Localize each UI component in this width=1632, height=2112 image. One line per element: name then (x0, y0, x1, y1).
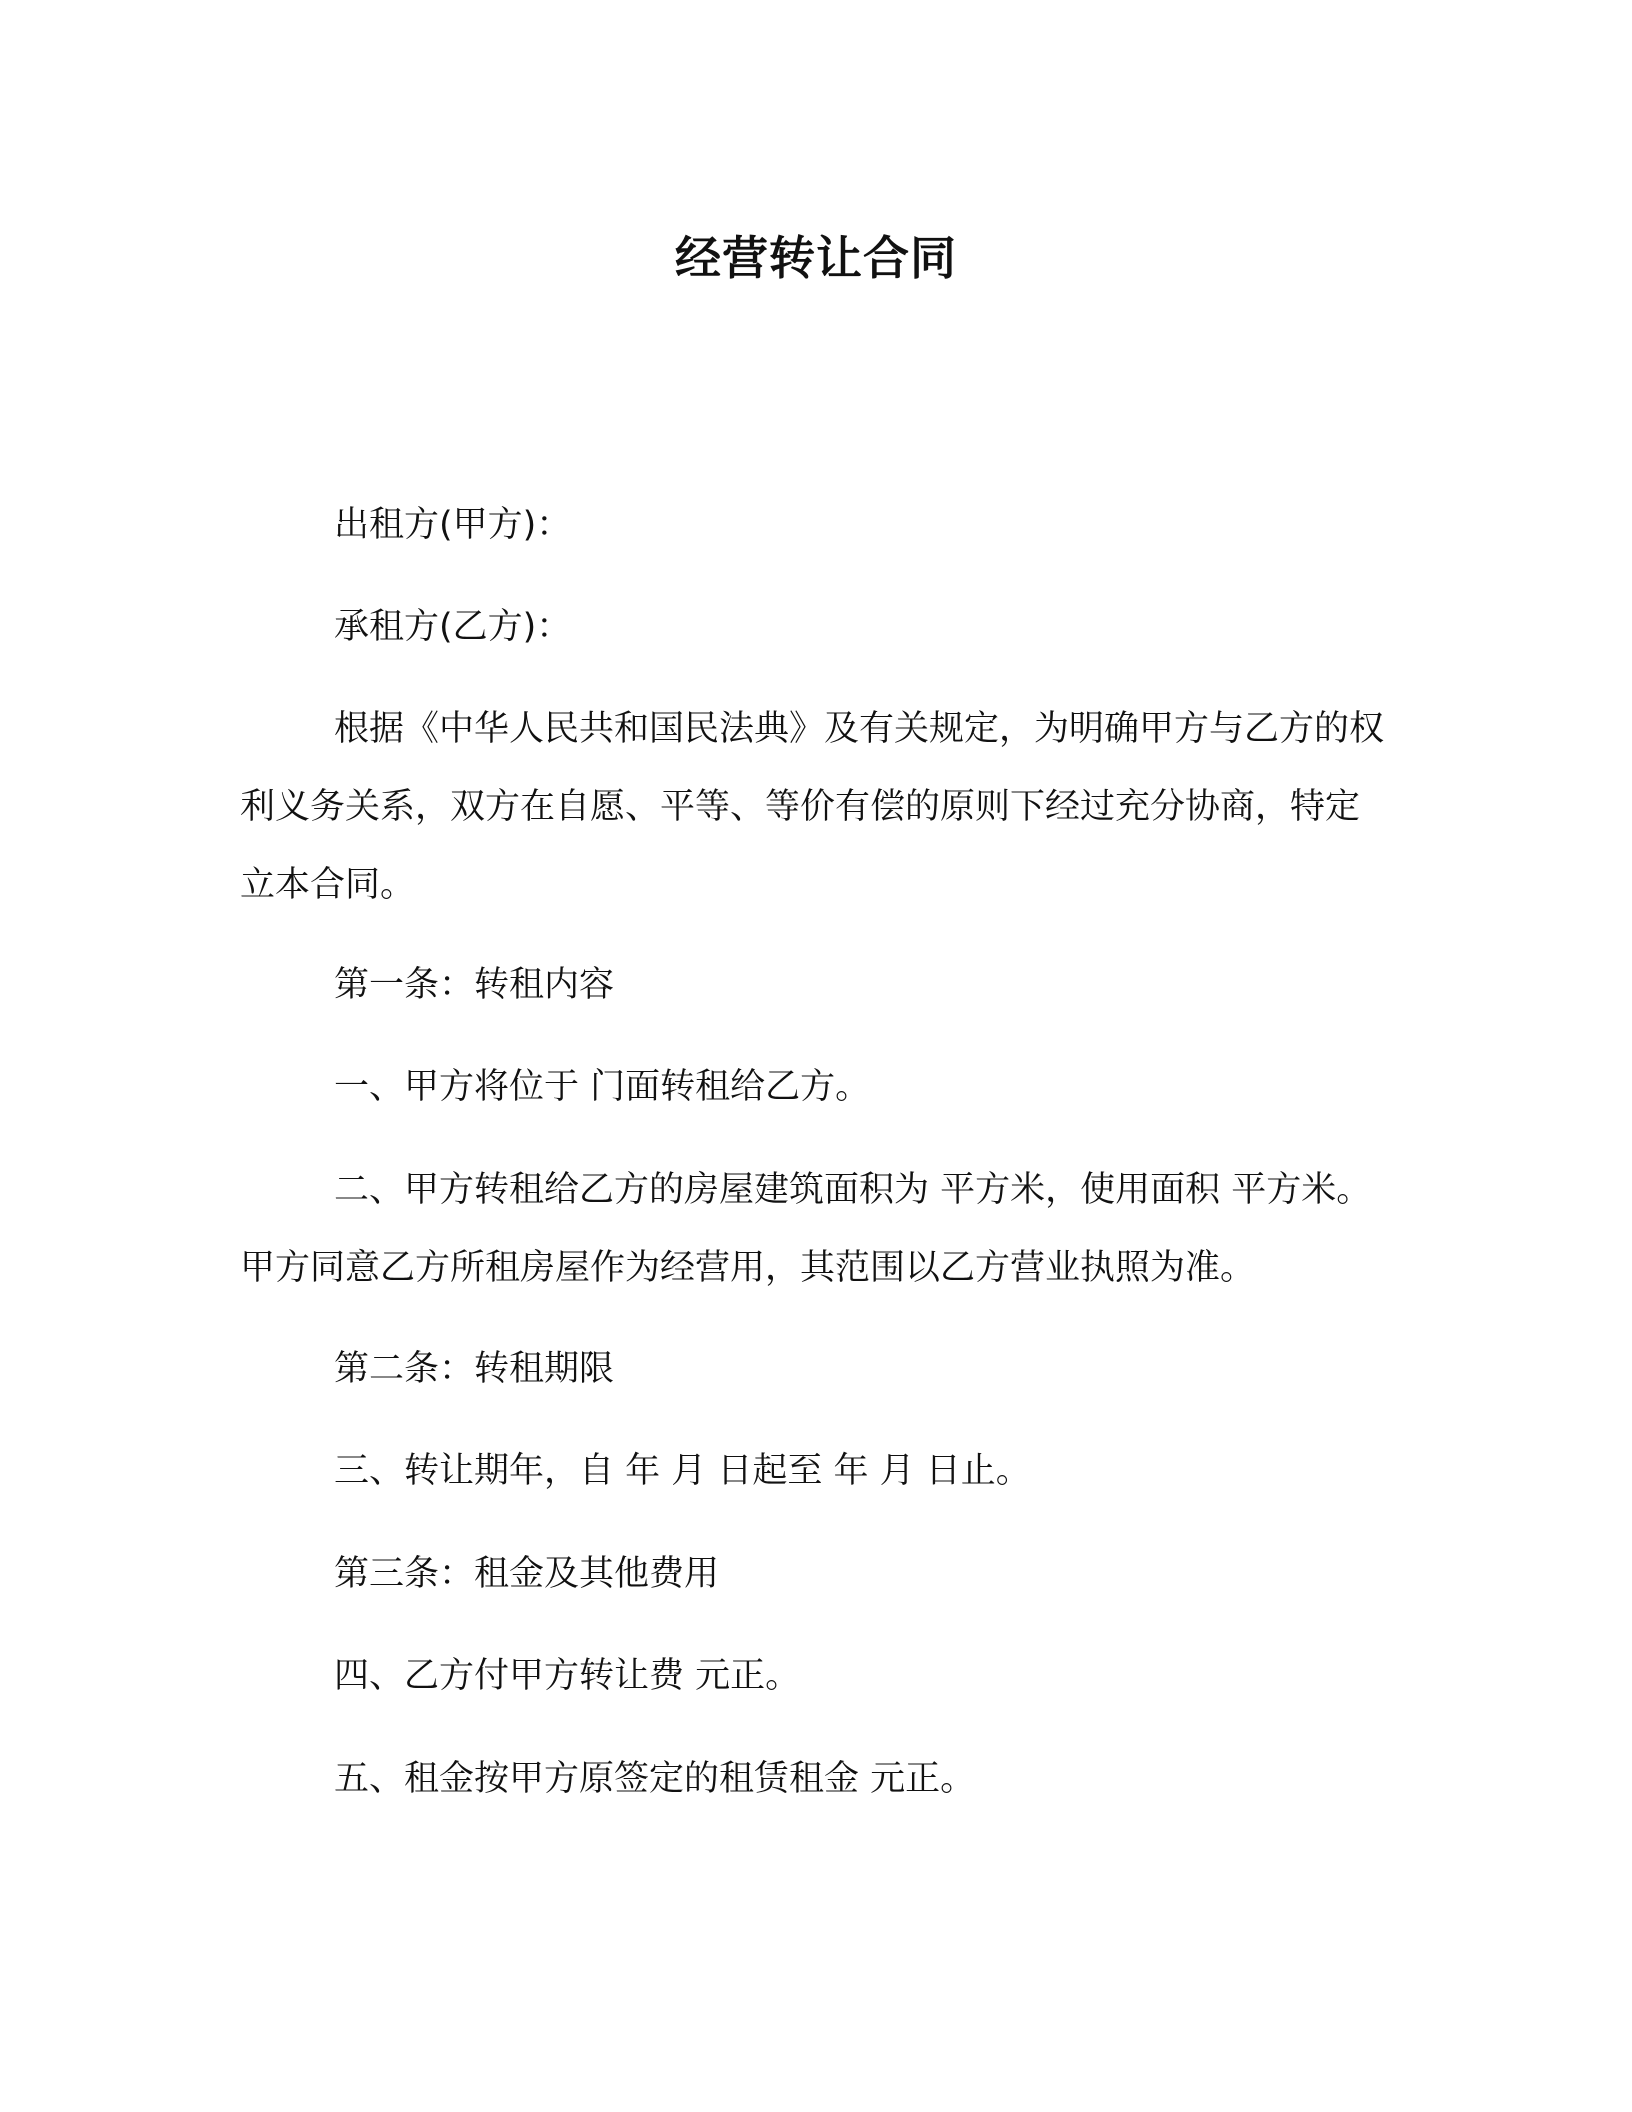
document-title: 经营转让合同 (675, 231, 957, 285)
paragraph-item-2: 二、甲方转租给乙方的房屋建筑面积为 平方米，使用面积 平方米。甲方同意乙方所租房屋作为经营用，其范围以乙方营业执照为准。 (240, 1170, 1372, 1288)
paragraph-article-2-heading: 第二条：转租期限 (334, 1349, 615, 1389)
paragraph-item-1: 一、甲方将位于 门面转租给乙方。 (334, 1067, 871, 1107)
paragraph-lessee: 承租方(乙方)： (334, 607, 572, 647)
paragraph-article-3-heading: 第三条：租金及其他费用 (334, 1554, 720, 1594)
paragraph-item-3: 三、转让期年，自 年 月 日起至 年 月 日止。 (334, 1451, 1031, 1491)
paragraph-article-1-heading: 第一条：转租内容 (334, 965, 615, 1005)
paragraph-lessor: 出租方(甲方)： (334, 505, 572, 545)
paragraph-item-4: 四、乙方付甲方转让费 元正。 (334, 1656, 801, 1696)
paragraph-item-5: 五、租金按甲方原签定的租赁租金 元正。 (334, 1759, 976, 1799)
paragraph-preamble: 根据《中华人民共和国民法典》及有关规定，为明确甲方与乙方的权利义务关系，双方在自愿、平等、等价有偿的原则下经过充分协商，特定立本合同。 (240, 709, 1385, 905)
